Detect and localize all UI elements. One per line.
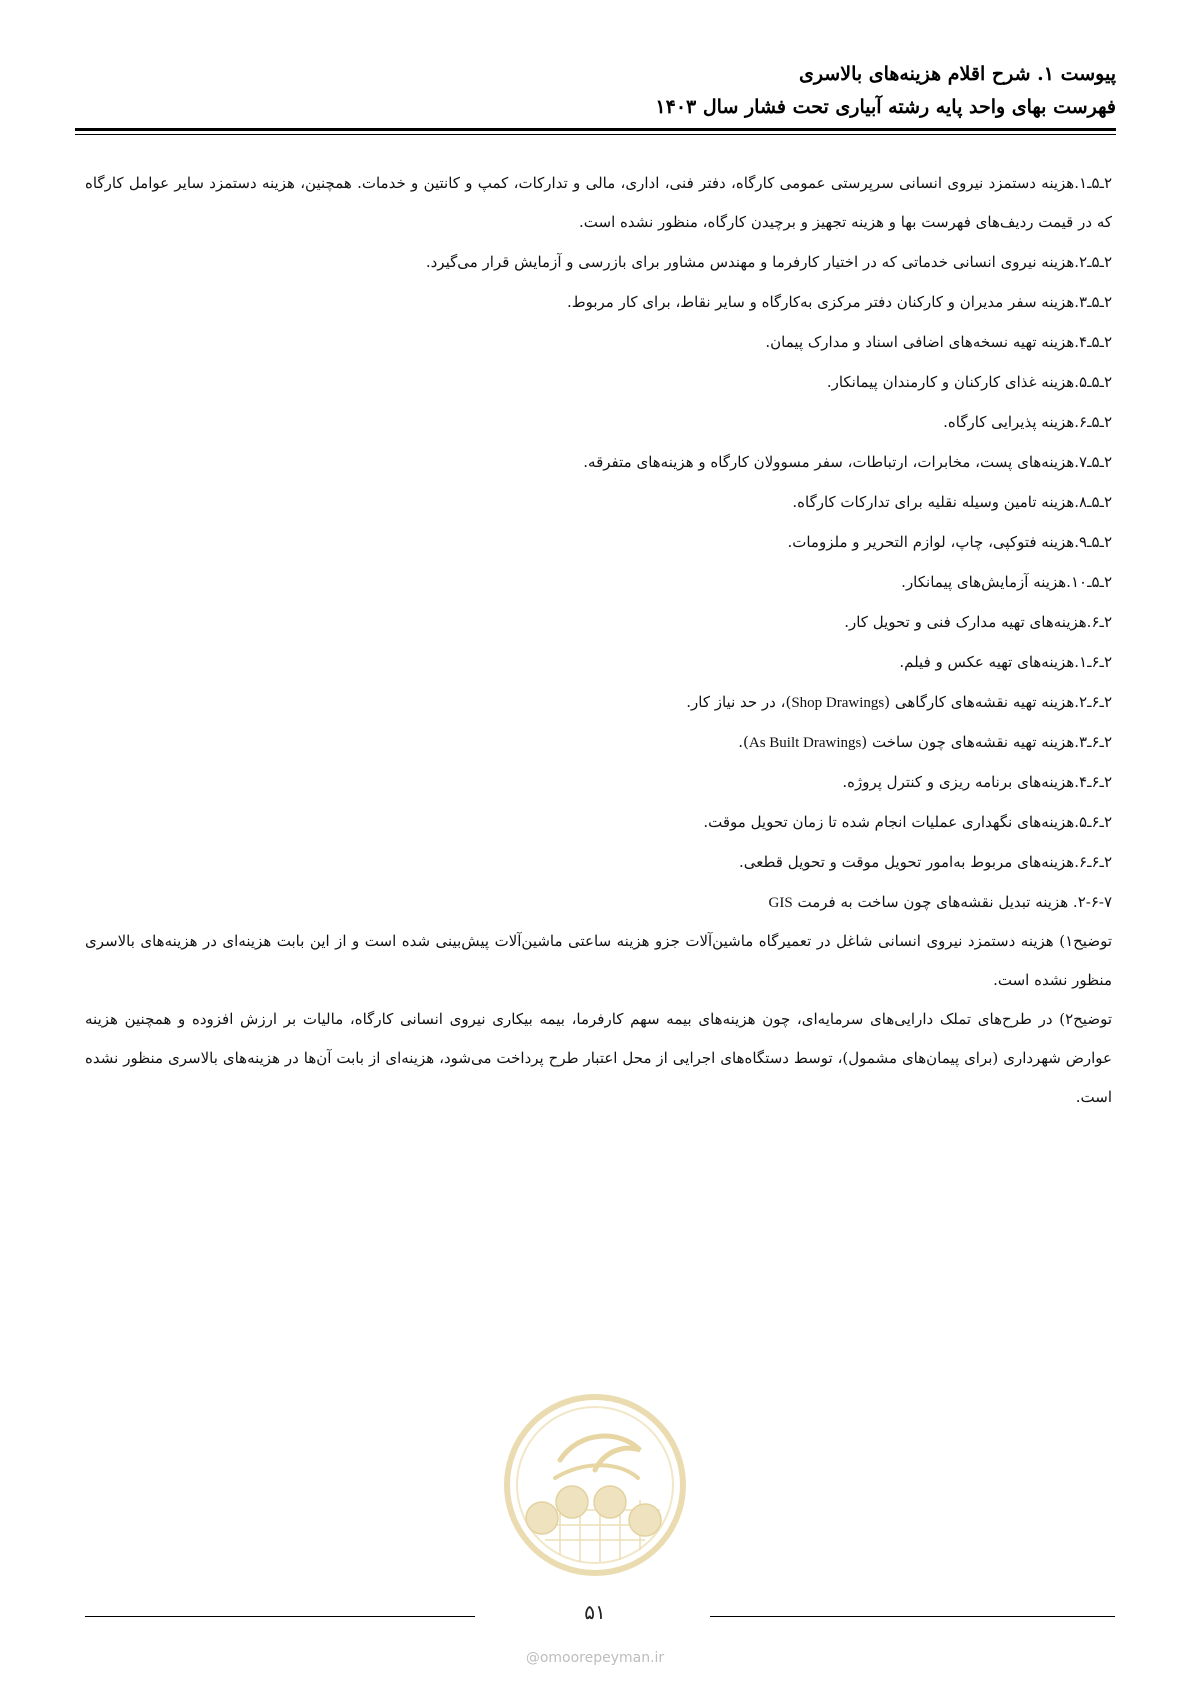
omoor-peyman-seal-logo bbox=[500, 1390, 690, 1580]
list-item: ۲ـ۶ـ۵.هزینه‌های نگهداری عملیات انجام شده تا زمان تحویل موقت. bbox=[703, 813, 1112, 831]
list-item-shop-drawings bbox=[85, 682, 1112, 722]
paragraph-2-5-1: ۲ـ۵ـ۱.هزینه دستمزد نیروی انسانی سرپرستی عمومی کارگاه، دفتر فنی، اداری، مالی و تدارکات، کمپ و کانتین و خدمات. همچنین، هزینه دستمزد سایر عوامل کارگاه که در قیمت ردیف‌های فهرست بها و هزینه تجهیز و برچیدن کارگاه، منظور نشده است. bbox=[85, 174, 1112, 231]
item-english-term: As Built Drawings bbox=[748, 735, 862, 751]
note-1: توضیح۱) هزینه دستمزد نیروی انسانی شاغل در تعمیرگاه ماشین‌آلات جزو هزینه ساعتی ماشین‌آلات پیش‌بینی شده است و از این بابت هزینه‌ای در هزینه‌های بالاسری منظور نشده است. bbox=[85, 932, 1112, 989]
site-watermark: @omoorepeyman.ir bbox=[525, 1650, 665, 1666]
document-body bbox=[85, 164, 1112, 1117]
item-text: ۲ـ۶ـ۳.هزینه تهیه نقشه‌های چون ساخت ( bbox=[861, 733, 1112, 751]
list-item: ۲ـ۶.هزینه‌های تهیه مدارک فنی و تحویل کار. bbox=[844, 613, 1112, 631]
list-item: ۲ـ۵ـ۹.هزینه فتوکپی، چاپ، لوازم التحریر و ملزومات. bbox=[787, 533, 1112, 551]
item-text: ). bbox=[738, 733, 749, 751]
list-item-gis bbox=[85, 882, 1112, 922]
list-item: ۲ـ۵ـ۳.هزینه سفر مدیران و کارکنان دفتر مرکزی به‌کارگاه و سایر نقاط، برای کار مربوط. bbox=[566, 293, 1112, 311]
footer-rule-right bbox=[710, 1616, 1115, 1617]
list-item: ۲ـ۵ـ۴.هزینه تهیه نسخه‌های اضافی اسناد و مدارک پیمان. bbox=[765, 333, 1112, 351]
list-item: ۲ـ۶ـ۶.هزینه‌های مربوط به‌امور تحویل موقت و تحویل قطعی. bbox=[738, 853, 1112, 871]
list-item: ۲ـ۵ـ۶.هزینه پذیرایی کارگاه. bbox=[943, 413, 1112, 431]
item-text: )، در حد نیاز کار. bbox=[686, 693, 792, 711]
list-item: ۲ـ۵ـ۸.هزینه تامین وسیله نقلیه برای تدارکات کارگاه. bbox=[792, 493, 1112, 511]
list-item: ۲ـ۵ـ۲.هزینه نیروی انسانی خدماتی که در اختیار کارفرما و مهندس مشاور برای بازرسی و آزمایش قرار می‌گیرد. bbox=[425, 253, 1112, 271]
seal-logo-graphic bbox=[500, 1390, 690, 1580]
note-2: توضیح۲) در طرح‌های تملک دارایی‌های سرمایه‌ای، چون هزینه‌های بیمه سهم کارفرما، بیمه بیکاری نیروی انسانی کارگاه، مالیات بر ارزش افزوده و همچنین هزینه عوارض شهرداری (برای پیمان‌های مشمول)، توسط دستگاه‌های اجرایی از محل اعتبار طرح پرداخت می‌شود، هزینه‌ای از بابت آن‌ها در هزینه‌های بالاسری منظور نشده است. bbox=[85, 1010, 1112, 1106]
item-text: ۲-۶-۷. هزینه تبدیل نقشه‌های چون ساخت به فرمت bbox=[792, 893, 1112, 911]
header-document-title: فهرست بهای واحد پایه رشته آبیاری تحت فشار سال ۱۴۰۳ bbox=[655, 96, 1116, 118]
list-item: ۲ـ۵ـ۵.هزینه غذای کارکنان و کارمندان پیمانکار. bbox=[826, 373, 1112, 391]
header-rule-thin bbox=[75, 134, 1116, 135]
footer-rule-left bbox=[85, 1616, 475, 1617]
list-item: ۲ـ۶ـ۱.هزینه‌های تهیه عکس و فیلم. bbox=[899, 653, 1112, 671]
list-item: ۲ـ۵ـ۷.هزینه‌های پست، مخابرات، ارتباطات، سفر مسوولان کارگاه و هزینه‌های متفرقه. bbox=[583, 453, 1112, 471]
header-appendix-title: پیوست ۱. شرح اقلام هزینه‌های بالاسری bbox=[798, 63, 1116, 85]
list-item-as-built-drawings bbox=[85, 722, 1112, 762]
list-item: ۲ـ۶ـ۴.هزینه‌های برنامه ریزی و کنترل پروژه. bbox=[842, 773, 1112, 791]
item-english-term: Shop Drawings bbox=[791, 695, 885, 711]
list-item: ۲ـ۵ـ۱۰.هزینه آزمایش‌های پیمانکار. bbox=[901, 573, 1112, 591]
header-rule-thick bbox=[75, 128, 1116, 131]
page-header bbox=[75, 58, 1116, 124]
item-text: ۲ـ۶ـ۲.هزینه تهیه نقشه‌های کارگاهی ( bbox=[884, 693, 1112, 711]
page-number: ۵۱ bbox=[584, 1600, 606, 1624]
item-english-term: GIS bbox=[768, 895, 793, 911]
